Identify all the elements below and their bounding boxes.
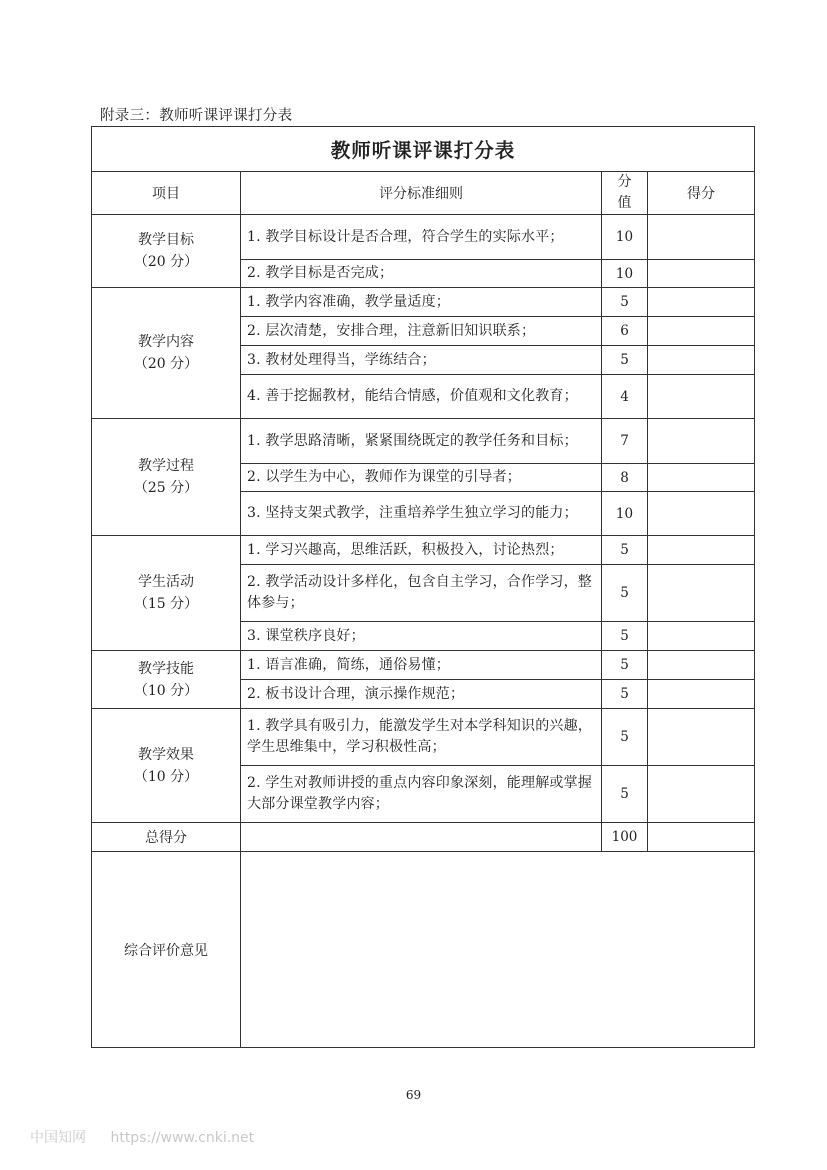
points-cell: 5 — [602, 680, 648, 709]
category-cell-effect — [92, 709, 241, 823]
points-cell: 5 — [602, 709, 648, 766]
score-input-cell[interactable] — [648, 215, 755, 260]
category-points: （20 分） — [133, 254, 199, 270]
category-points: （10 分） — [133, 768, 199, 785]
points-cell: 8 — [602, 464, 648, 492]
table-header-row — [92, 172, 755, 215]
header-points: 分值 — [602, 172, 648, 215]
evaluation-table — [91, 126, 755, 1048]
category-cell-skills — [92, 651, 241, 709]
comments-label: 综合评价意见 — [92, 852, 241, 1048]
score-input-cell[interactable] — [648, 709, 755, 766]
table-row — [92, 288, 755, 317]
score-input-cell[interactable] — [648, 346, 755, 375]
points-cell: 6 — [602, 317, 648, 346]
criterion-cell: 2. 学生对教师讲授的重点内容印象深刻，能理解或掌握大部分课堂教学内容； — [241, 766, 602, 823]
comments-row — [92, 852, 755, 1048]
points-cell: 10 — [602, 215, 648, 260]
total-points: 100 — [602, 823, 648, 852]
category-cell-activity — [92, 536, 241, 651]
criterion-cell: 3. 坚持支架式教学，注重培养学生独立学习的能力； — [241, 492, 602, 536]
category-name: 教学过程 — [138, 458, 194, 474]
criterion-cell: 2. 板书设计合理，演示操作规范； — [241, 680, 602, 709]
criterion-cell: 1. 教学思路清晰，紧紧围绕既定的教学任务和目标； — [241, 419, 602, 464]
page-number: 69 — [405, 1088, 422, 1102]
score-input-cell[interactable] — [648, 622, 755, 651]
criterion-cell: 1. 语言准确，简练，通俗易懂； — [241, 651, 602, 680]
comments-input-cell[interactable] — [241, 852, 755, 1048]
total-score-input-cell[interactable] — [648, 823, 755, 852]
category-name: 教学效果 — [138, 746, 194, 763]
watermark-url: https://www.cnki.net — [110, 1130, 255, 1146]
points-cell: 4 — [602, 375, 648, 419]
points-cell: 5 — [602, 288, 648, 317]
category-name: 教学目标 — [138, 232, 194, 248]
criterion-cell: 1. 教学内容准确，教学量适度； — [241, 288, 602, 317]
category-name: 学生活动 — [138, 574, 194, 590]
criterion-cell: 1. 教学具有吸引力，能激发学生对本学科知识的兴趣，学生思维集中，学习积极性高； — [241, 709, 602, 766]
score-input-cell[interactable] — [648, 536, 755, 565]
category-points: （25 分） — [133, 480, 199, 496]
score-input-cell[interactable] — [648, 288, 755, 317]
criterion-cell: 2. 以学生为中心，教师作为课堂的引导者； — [241, 464, 602, 492]
points-cell: 5 — [602, 565, 648, 622]
appendix-label: 附录三：教师听课评课打分表 — [100, 108, 293, 124]
points-cell: 5 — [602, 622, 648, 651]
criterion-cell: 2. 层次清楚，安排合理，注意新旧知识联系； — [241, 317, 602, 346]
score-input-cell[interactable] — [648, 317, 755, 346]
points-cell: 7 — [602, 419, 648, 464]
category-cell-goals — [92, 215, 241, 288]
total-label: 总得分 — [92, 823, 241, 852]
score-input-cell[interactable] — [648, 260, 755, 288]
cnki-watermark — [30, 1127, 254, 1147]
category-points: （15 分） — [133, 596, 199, 612]
table-row — [92, 536, 755, 565]
points-cell: 5 — [602, 536, 648, 565]
score-input-cell[interactable] — [648, 464, 755, 492]
criterion-cell: 1. 学习兴趣高，思维活跃，积极投入，讨论热烈； — [241, 536, 602, 565]
watermark-brand: 中国知网 — [30, 1130, 86, 1146]
table-row — [92, 215, 755, 260]
table-title: 教师听课评课打分表 — [92, 127, 755, 172]
category-points: （20 分） — [133, 356, 199, 372]
score-input-cell[interactable] — [648, 565, 755, 622]
points-cell: 10 — [602, 492, 648, 536]
category-cell-process — [92, 419, 241, 536]
table-row — [92, 709, 755, 766]
category-name: 教学内容 — [138, 334, 194, 350]
criterion-cell: 2. 教学目标是否完成； — [241, 260, 602, 288]
table-row — [92, 651, 755, 680]
total-row — [92, 823, 755, 852]
score-input-cell[interactable] — [648, 766, 755, 823]
score-input-cell[interactable] — [648, 375, 755, 419]
criterion-cell: 2. 教学活动设计多样化，包含自主学习，合作学习，整体参与； — [241, 565, 602, 622]
points-cell: 10 — [602, 260, 648, 288]
criterion-cell: 4. 善于挖掘教材，能结合情感，价值观和文化教育； — [241, 375, 602, 419]
criterion-cell: 1. 教学目标设计是否合理，符合学生的实际水平； — [241, 215, 602, 260]
header-item: 项目 — [92, 172, 241, 215]
table-title-row — [92, 127, 755, 172]
category-points: （10 分） — [133, 682, 199, 699]
total-criteria-cell — [241, 823, 602, 852]
criterion-cell: 3. 教材处理得当，学练结合； — [241, 346, 602, 375]
points-cell: 5 — [602, 346, 648, 375]
criterion-cell: 3. 课堂秩序良好； — [241, 622, 602, 651]
table-row — [92, 419, 755, 464]
header-score: 得分 — [648, 172, 755, 215]
score-input-cell[interactable] — [648, 651, 755, 680]
points-cell: 5 — [602, 651, 648, 680]
score-input-cell[interactable] — [648, 680, 755, 709]
category-cell-content — [92, 288, 241, 419]
header-criteria: 评分标准细则 — [241, 172, 602, 215]
score-input-cell[interactable] — [648, 419, 755, 464]
score-input-cell[interactable] — [648, 492, 755, 536]
category-name: 教学技能 — [138, 660, 194, 677]
points-cell: 5 — [602, 766, 648, 823]
